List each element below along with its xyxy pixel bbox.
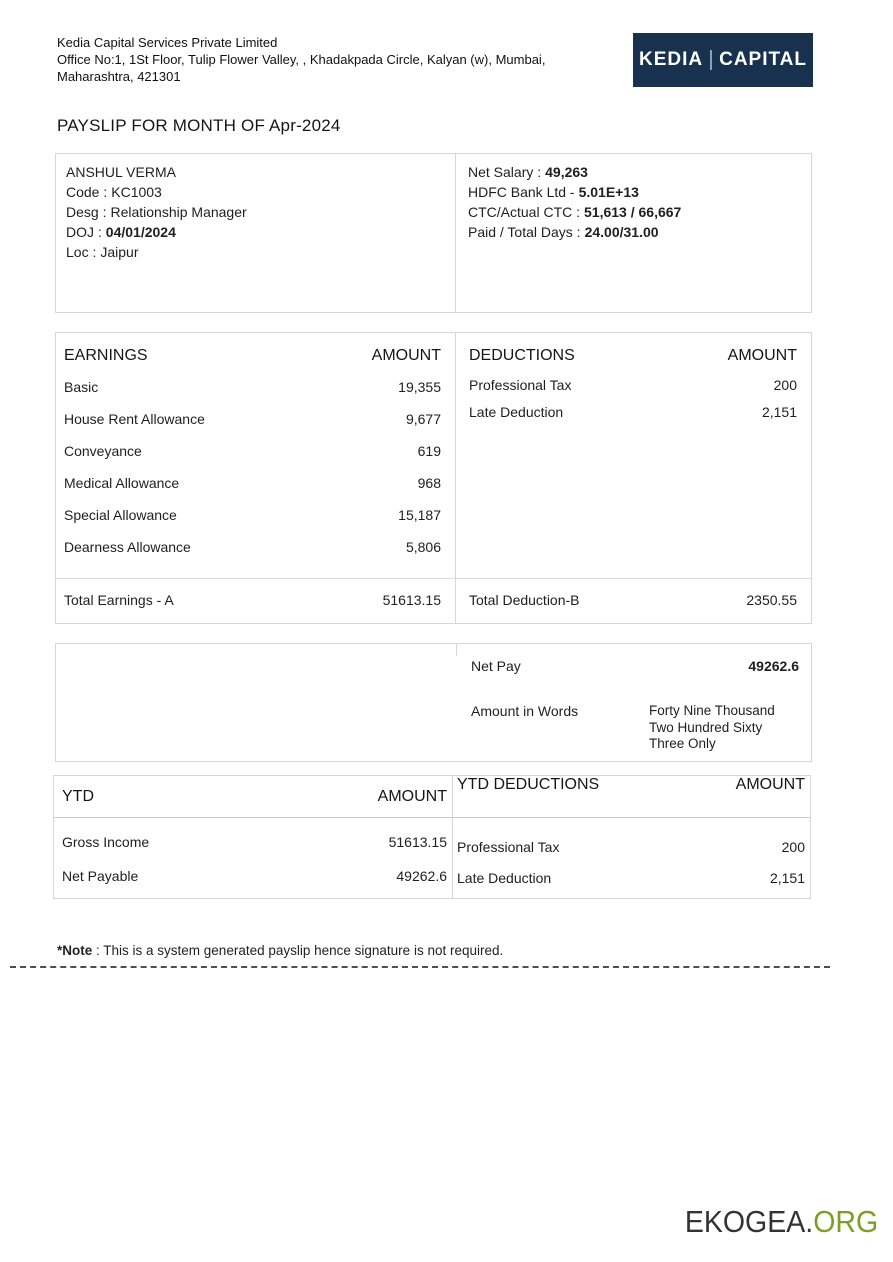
earnings-deductions-body — [56, 333, 811, 579]
total-earnings-label: Total Earnings - A — [64, 592, 174, 608]
system-note — [57, 943, 503, 958]
employee-location-line: Loc : Jaipur — [66, 244, 139, 260]
earnings-header: EARNINGS — [64, 347, 148, 364]
salary-summary-cell — [456, 154, 811, 312]
net-salary-line: Net Salary : 49,263 — [468, 164, 588, 180]
payslip-title: PAYSLIP FOR MONTH OF Apr-2024 — [57, 116, 341, 135]
total-deductions-label: Total Deduction-B — [469, 592, 580, 608]
company-header — [57, 34, 545, 85]
deductions-header: DEDUCTIONS — [469, 347, 575, 364]
ytd-deductions-amount-header: AMOUNT — [735, 776, 805, 793]
employee-details-cell — [56, 154, 456, 312]
earnings-header-row — [56, 333, 455, 371]
note-text: : This is a system generated payslip hence signature is not required. — [92, 943, 504, 958]
ytd-deductions-row: Professional Tax 200 — [457, 839, 805, 855]
net-pay-amount: 49262.6 — [748, 658, 799, 674]
totals-row — [56, 579, 811, 623]
ytd-header-row — [54, 776, 810, 818]
deductions-row: Professional Tax 200 — [469, 376, 797, 393]
company-name: Kedia Capital Services Private Limited — [57, 35, 278, 50]
company-address-line2: Maharashtra, 421301 — [57, 69, 181, 84]
employee-code-line: Code : KC1003 — [66, 184, 162, 200]
earnings-row: Dearness Allowance 5,806 — [64, 539, 441, 555]
total-earnings-amount: 51613.15 — [382, 592, 441, 608]
ctc-line: CTC/Actual CTC : 51,613 / 66,667 — [468, 204, 682, 220]
total-deductions-cell — [456, 579, 811, 623]
amount-in-words-label: Amount in Words — [471, 703, 579, 719]
ytd-box — [53, 775, 811, 899]
logo-word-kedia: KEDIA — [638, 49, 704, 70]
paid-days-line: Paid / Total Days : 24.00/31.00 — [468, 224, 659, 240]
net-pay-box — [55, 643, 812, 762]
logo-word-capital: CAPITAL — [719, 49, 808, 70]
earnings-row: Conveyance 619 — [64, 443, 441, 459]
deductions-amount-header: AMOUNT — [727, 347, 797, 364]
deductions-column — [456, 333, 811, 578]
ekogea-watermark — [685, 1204, 878, 1240]
ytd-amount-header: AMOUNT — [377, 787, 447, 805]
net-pay-cell — [456, 644, 813, 761]
ytd-header: YTD — [62, 787, 94, 805]
logo-divider-bar — [710, 50, 712, 70]
company-logo-text — [639, 49, 807, 71]
earnings-row: House Rent Allowance 9,677 — [64, 411, 441, 427]
ytd-row: Net Payable 49262.6 — [62, 868, 447, 884]
ytd-deductions-row: Late Deduction 2,151 — [457, 870, 805, 886]
total-deductions-amount: 2350.55 — [746, 592, 797, 608]
note-label: *Note — [57, 943, 93, 958]
deductions-header-row — [456, 333, 811, 371]
company-logo — [633, 33, 813, 87]
bank-line: HDFC Bank Ltd - 5.01E+13 — [468, 184, 639, 200]
net-pay-row — [471, 658, 799, 674]
deductions-row: Late Deduction 2,151 — [469, 403, 797, 420]
ytd-income-column — [54, 818, 453, 898]
employee-designation-line: Desg : Relationship Manager — [66, 204, 247, 220]
ytd-body — [54, 818, 810, 898]
earnings-amount-header: AMOUNT — [371, 347, 441, 364]
amount-in-words-value: Forty Nine Thousand Two Hundred Sixty Three Only — [649, 703, 775, 751]
net-pay-label: Net Pay — [471, 658, 521, 674]
total-earnings-cell — [56, 579, 456, 623]
ytd-deductions-column — [453, 818, 810, 898]
earnings-row: Basic 19,355 — [64, 379, 441, 395]
watermark-name: EKOGEA. — [684, 1204, 814, 1239]
employee-info-box — [55, 153, 812, 313]
employee-doj-line: DOJ : 04/01/2024 — [66, 224, 176, 240]
ytd-row: Gross Income 51613.15 — [62, 834, 447, 850]
earnings-row: Medical Allowance 968 — [64, 475, 441, 491]
earnings-row: Special Allowance 15,187 — [64, 507, 441, 523]
earnings-deductions-box — [55, 332, 812, 624]
employee-name: ANSHUL VERMA — [66, 164, 176, 180]
dashed-separator — [10, 966, 830, 968]
amount-in-words-row — [471, 703, 799, 753]
ytd-deductions-header: YTD DEDUCTIONS — [457, 776, 600, 793]
earnings-column — [56, 333, 456, 578]
company-address-line1: Office No:1, 1St Floor, Tulip Flower Valley, , Khadakpada Circle, Kalyan (w), Mumbai, — [57, 52, 546, 67]
watermark-tld: ORG — [813, 1204, 878, 1239]
